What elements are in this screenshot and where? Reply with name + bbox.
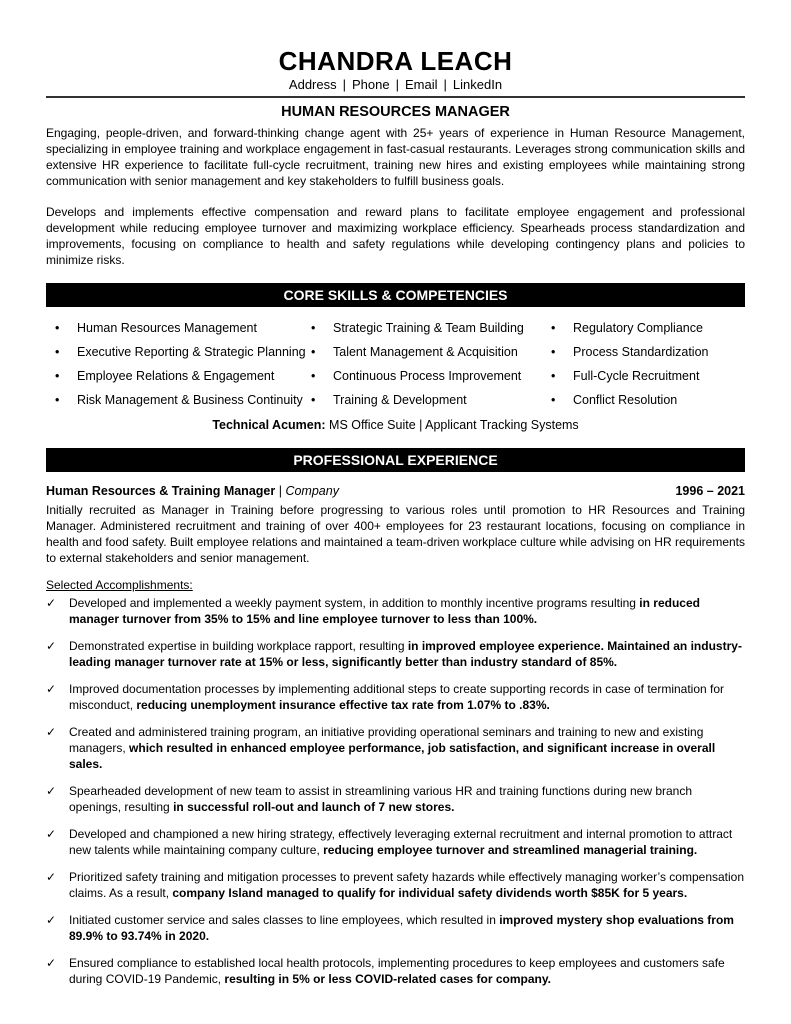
accomplishment-item — [46, 724, 745, 772]
checkmark-icon: ✓ — [46, 956, 57, 970]
accomplishment-bold: reducing employee turnover and streamlined managerial training. — [323, 843, 698, 857]
contact-separator: | — [395, 77, 399, 92]
accomplishment-plain: Ensured compliance to established local health protocols, implementing procedures to keep employees and customers safe during COVID-19 Pandemic, — [69, 956, 725, 986]
accomplishment-plain: Developed and implemented a weekly payment system, in addition to monthly incentive programs resulting — [69, 596, 640, 610]
accomplishment-plain: Demonstrated expertise in building workplace rapport, resulting — [69, 639, 408, 653]
skill-item — [55, 364, 311, 388]
accomplishment-bold: company Island managed to qualify for individual safety dividends worth $85K for 5 years. — [172, 886, 688, 900]
checkmark-icon: ✓ — [46, 682, 57, 696]
skills-column — [551, 316, 709, 412]
skills-column — [55, 316, 311, 412]
contact-phone: Phone — [352, 77, 390, 92]
skill-item — [55, 316, 311, 340]
contact-linkedin: LinkedIn — [452, 77, 503, 92]
checkmark-icon: ✓ — [46, 784, 57, 798]
bullet-icon: • — [311, 321, 316, 335]
checkmark-icon: ✓ — [46, 870, 57, 884]
skill-label: Executive Reporting & Strategic Planning — [77, 345, 306, 359]
bullet-icon: • — [55, 321, 60, 335]
accomplishment-text — [69, 869, 745, 901]
bullet-icon: • — [55, 345, 60, 359]
skill-item — [311, 364, 551, 388]
bullet-icon: • — [55, 393, 60, 407]
job-dates: 1996 – 2021 — [675, 484, 745, 498]
accomplishment-text — [69, 724, 745, 772]
accomplishment-item — [46, 783, 745, 815]
skill-label: Full-Cycle Recruitment — [573, 369, 700, 383]
accomplishment-plain: Initiated customer service and sales classes to line employees, which resulted in — [69, 913, 500, 927]
accomplishment-item — [46, 826, 745, 858]
skill-label: Talent Management & Acquisition — [333, 345, 518, 359]
summary-paragraph: Develops and implements effective compensation and reward plans to facilitate employee engagement and professional development while reducing employee turnover and maximizing workplace efficiency. Spearheads process standardization and improvements, focusing on compliance to health and safety regulations while developing contingency plans and policies to minimize risks. — [46, 205, 745, 267]
accomplishment-bold: resulting in 5% or less COVID-related cases for company. — [224, 972, 551, 986]
accomplishment-text — [69, 912, 745, 944]
skill-label: Human Resources Management — [77, 321, 257, 335]
accomplishment-text — [69, 595, 745, 627]
job-role-line — [46, 483, 339, 499]
bullet-icon: • — [311, 393, 316, 407]
skill-label: Conflict Resolution — [573, 393, 678, 407]
contact-email: Email — [405, 77, 438, 92]
accomplishment-plain: Improved documentation processes by implementing additional steps to create supporting records in case of termination for misconduct, — [69, 682, 725, 712]
accomplishment-plain: Spearheaded development of new team to assist in streamlining various HR and training functions during new branch openings, resulting — [69, 784, 693, 814]
accomplishment-bold: in reduced manager turnover from 35% to 15% and line employee turnover to less than 100%. — [69, 596, 700, 626]
accomplishment-text — [69, 681, 745, 713]
contact-address: Address — [288, 77, 337, 92]
skill-item — [551, 340, 709, 364]
skill-label: Risk Management & Business Continuity — [77, 393, 303, 407]
skill-label: Strategic Training & Team Building — [333, 321, 524, 335]
skills-column — [311, 316, 551, 412]
bullet-icon: • — [55, 369, 60, 383]
bullet-icon: • — [551, 369, 556, 383]
bullet-icon: • — [311, 345, 316, 359]
skill-item — [311, 340, 551, 364]
job-company: Company — [285, 484, 339, 498]
job-description: Initially recruited as Manager in Training before progressing to various roles until promotion to HR Resources and Training Manager. Administered recruitment and training of over 400+ employees for 23 restaurant locations, focusing on compliance in health and food safety. Built employee relations and maintained a team-driven workplace culture while advising on HR requirements to external stakeholders and senior management. — [46, 503, 745, 565]
skill-item — [551, 364, 709, 388]
bullet-icon: • — [551, 321, 556, 335]
job-role: Human Resources & Training Manager — [46, 484, 276, 498]
accomplishment-text — [69, 783, 745, 815]
accomplishment-plain: Prioritized safety training and mitigation processes to prevent safety hazards while effectively managing worker’s compensation claims. As a result, — [69, 870, 745, 900]
accomplishments-list — [46, 595, 745, 987]
bullet-icon: • — [551, 345, 556, 359]
contact-separator: | — [342, 77, 347, 92]
contact-line — [46, 77, 745, 93]
skill-item — [551, 316, 709, 340]
skill-item — [55, 388, 311, 412]
checkmark-icon: ✓ — [46, 913, 57, 927]
bullet-icon: • — [311, 369, 316, 383]
header-divider — [46, 96, 745, 98]
technical-acumen-label: Technical Acumen: — [212, 418, 326, 432]
skills-grid — [46, 316, 745, 412]
checkmark-icon: ✓ — [46, 639, 57, 653]
skill-item — [311, 316, 551, 340]
accomplishment-bold: in successful roll-out and launch of 7 new stores. — [173, 800, 455, 814]
technical-acumen-value: MS Office Suite | Applicant Tracking Systems — [329, 418, 579, 432]
skill-item — [311, 388, 551, 412]
accomplishment-item — [46, 955, 745, 987]
accomplishment-plain: Developed and championed a new hiring strategy, effectively leveraging external recruitment and internal promotion to attract new talents while maintaining company culture, — [69, 827, 733, 857]
accomplishments-label: Selected Accomplishments: — [46, 578, 193, 592]
skill-label: Employee Relations & Engagement — [77, 369, 275, 383]
checkmark-icon: ✓ — [46, 725, 57, 739]
technical-acumen — [46, 417, 745, 433]
accomplishment-item — [46, 869, 745, 901]
skill-item — [55, 340, 311, 364]
accomplishment-plain: Created and administered training program, an initiative providing operational seminars and training to new and existing managers, — [69, 725, 704, 755]
accomplishment-bold: in improved employee experience. Maintained an industry-leading manager turnover rate at 15% or less, significantly better than industry standard of 85%. — [69, 639, 742, 669]
accomplishment-item — [46, 912, 745, 944]
skill-label: Continuous Process Improvement — [333, 369, 522, 383]
checkmark-icon: ✓ — [46, 596, 57, 610]
accomplishment-bold: which resulted in enhanced employee performance, job satisfaction, and significant increase in overall sales. — [69, 741, 716, 771]
accomplishment-item — [46, 681, 745, 713]
job-separator: | — [278, 484, 282, 498]
accomplishment-item — [46, 595, 745, 627]
skills-section-heading: CORE SKILLS & COMPETENCIES — [46, 283, 745, 307]
bullet-icon: • — [551, 393, 556, 407]
accomplishment-bold: improved mystery shop evaluations from 89.9% to 93.74% in 2020. — [69, 913, 734, 943]
summary-paragraph: Engaging, people-driven, and forward-thinking change agent with 25+ years of experience in Human Resource Management, specializing in employee training and workplace engagement in fast-casual restaurants. Leverages strong communication skills and extensive HR experience to facilitate full-cycle recruitment, training new hires and existing employees while maintaining strong communication with senior management and key stakeholders to fulfill business goals. — [46, 126, 745, 188]
job-header — [46, 483, 745, 499]
accomplishment-item — [46, 638, 745, 670]
skill-label: Training & Development — [333, 393, 467, 407]
skill-label: Process Standardization — [573, 345, 709, 359]
accomplishment-bold: reducing unemployment insurance effective tax rate from 1.07% to .83%. — [136, 698, 550, 712]
checkmark-icon: ✓ — [46, 827, 57, 841]
accomplishment-text — [69, 955, 745, 987]
contact-separator: | — [443, 77, 447, 92]
skill-item — [551, 388, 709, 412]
candidate-name: CHANDRA LEACH — [278, 46, 513, 76]
skill-label: Regulatory Compliance — [573, 321, 703, 335]
accomplishment-text — [69, 826, 745, 858]
job-title: HUMAN RESOURCES MANAGER — [281, 104, 510, 120]
experience-section-heading: PROFESSIONAL EXPERIENCE — [46, 448, 745, 472]
accomplishment-text — [69, 638, 745, 670]
